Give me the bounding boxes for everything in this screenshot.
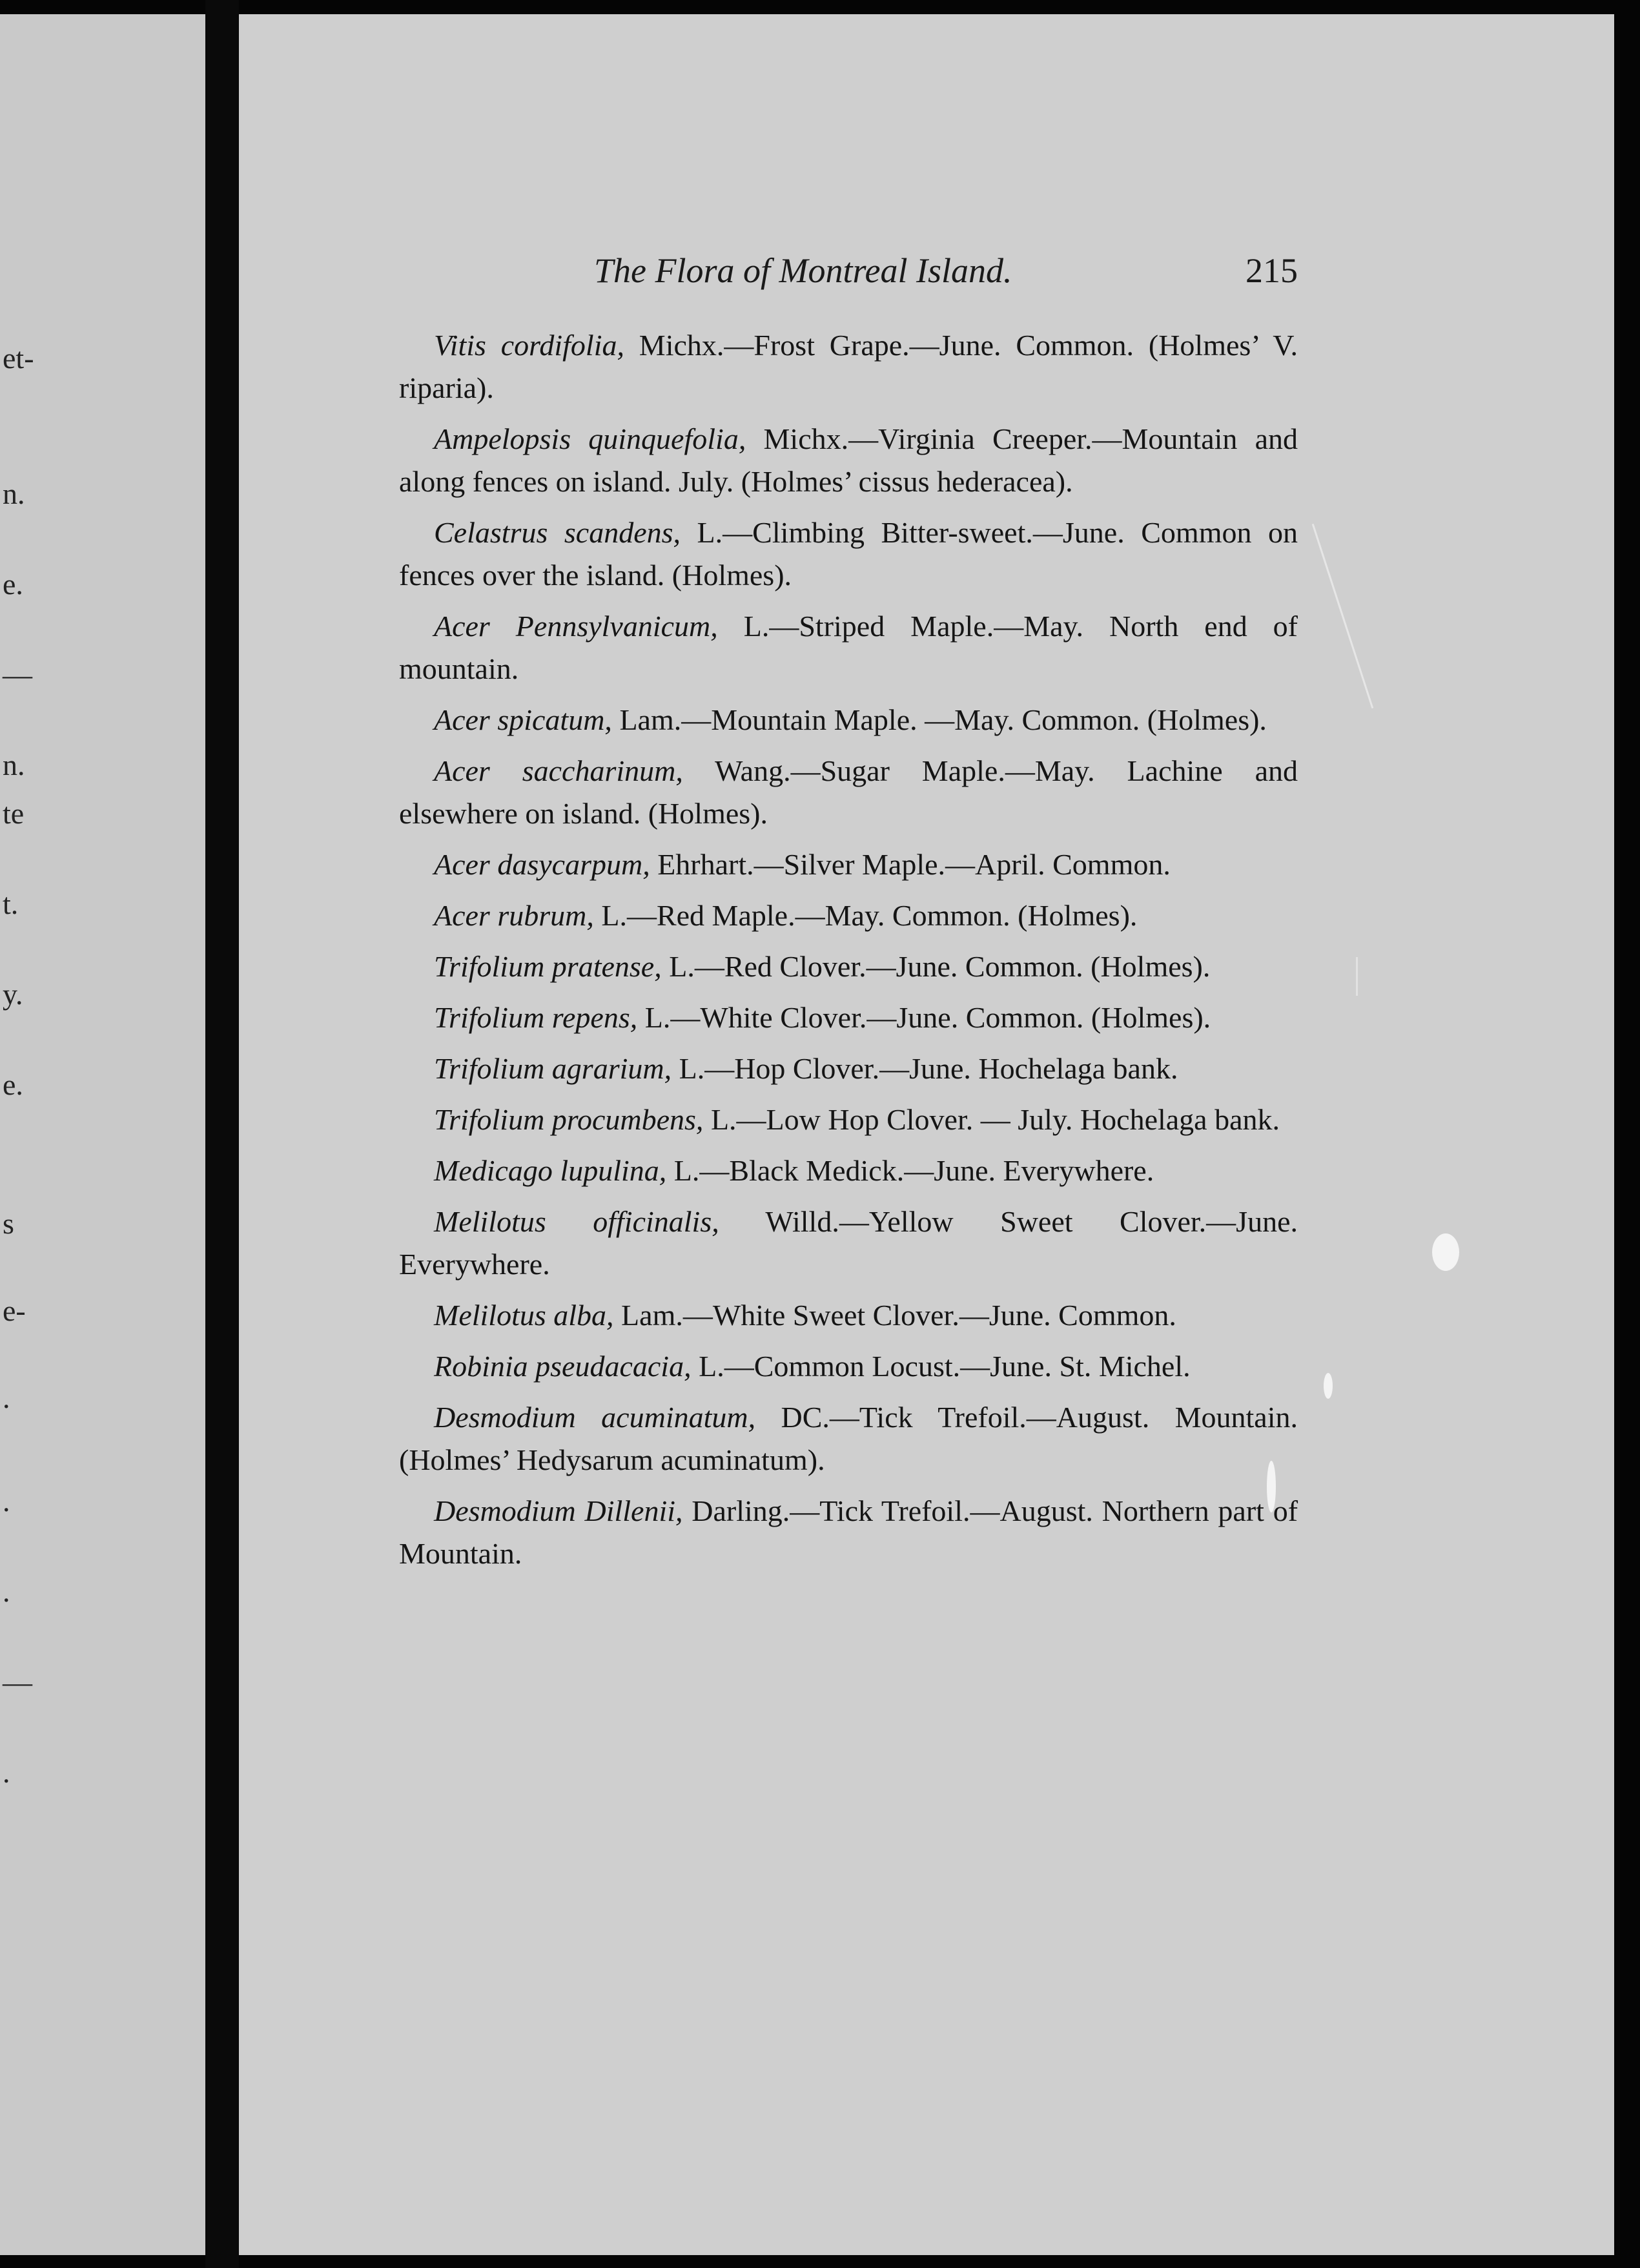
left-page-fragment: — [3, 658, 32, 691]
species-description: Michx.—Frost Grape.—June. Common. (Holmes’ V. riparia). [399, 329, 1298, 404]
left-page-fragment: te [3, 797, 25, 830]
species-description: Ehrhart.—Silver Maple.—April. Common. [650, 848, 1171, 881]
left-page-fragment: t. [3, 887, 19, 920]
left-page-fragment: . [3, 1485, 10, 1518]
left-page-fragment: s [3, 1207, 14, 1240]
species-description: Darling.—Tick Trefoil.—August. Northern part of Mountain. [399, 1494, 1298, 1570]
left-page-fragment: . [3, 1756, 10, 1789]
species-entry [399, 1294, 1298, 1337]
paper-scratch [1312, 524, 1374, 708]
species-description: DC.—Tick Trefoil.—August. Mountain. (Holmes’ Hedysarum acuminatum). [399, 1401, 1298, 1476]
left-page-fragment: n. [3, 748, 25, 781]
species-name: Trifolium repens, [434, 1001, 638, 1034]
running-head [594, 251, 1298, 296]
species-entry [399, 1149, 1298, 1192]
species-entry [399, 1047, 1298, 1090]
species-description: Wang.—Sugar Maple.—May. Lachine and elsewhere on island. (Holmes). [399, 754, 1298, 830]
species-name: Robinia pseudacacia, [434, 1350, 692, 1383]
left-page-fragment: n. [3, 477, 25, 510]
paper-scratch [1356, 957, 1358, 996]
page-gutter [205, 0, 239, 2268]
species-description: L.—Common Locust.—June. St. Michel. [691, 1350, 1191, 1383]
species-entry [399, 945, 1298, 988]
species-name: Ampelopsis quinquefolia, [434, 422, 746, 455]
species-entry [399, 750, 1298, 835]
species-description: L.—Red Clover.—June. Common. (Holmes). [661, 950, 1211, 983]
species-name: Melilotus officinalis, [434, 1205, 719, 1238]
species-entry [399, 843, 1298, 886]
species-entry [399, 1345, 1298, 1388]
species-name: Medicago lupulina, [434, 1154, 667, 1187]
left-page-fragment: . [3, 1381, 10, 1414]
species-description: Lam.—White Sweet Clover.—June. Common. [613, 1299, 1176, 1332]
species-description: L.—Striped Maple.—May. North end of mountain. [399, 610, 1298, 685]
species-name: Acer rubrum, [434, 899, 594, 932]
species-entry [399, 324, 1298, 409]
page-number: 215 [1245, 251, 1298, 290]
species-name: Acer dasycarpum, [434, 848, 650, 881]
species-description: L.—Hop Clover.—June. Hochelaga bank. [671, 1052, 1178, 1085]
left-page-fragment: e. [3, 1068, 23, 1101]
species-entry [399, 1098, 1298, 1141]
species-name: Acer Pennsylvanicum, [434, 610, 718, 643]
species-name: Trifolium procumbens, [434, 1103, 704, 1136]
species-description: Willd.—Yellow Sweet Clover.—June. Everywhere. [399, 1205, 1298, 1281]
species-name: Desmodium Dillenii, [434, 1494, 683, 1527]
species-name: Melilotus alba, [434, 1299, 614, 1332]
species-description: L.—Black Medick.—June. Everywhere. [666, 1154, 1154, 1187]
running-title: The Flora of Montreal Island. [594, 251, 1012, 290]
species-name: Acer spicatum, [434, 703, 612, 736]
species-entry [399, 1201, 1298, 1286]
left-facing-page [0, 14, 205, 2255]
left-page-fragment: e- [3, 1294, 26, 1327]
species-name: Celastrus scandens, [434, 516, 681, 549]
species-description: L.—Red Maple.—May. Common. (Holmes). [593, 899, 1138, 932]
species-name: Vitis cordifolia, [434, 329, 624, 362]
left-page-fragment: e. [3, 568, 23, 601]
species-entry [399, 894, 1298, 937]
species-description: L.—Climbing Bitter-sweet.—June. Common on fences over the island. (Holmes). [399, 516, 1298, 592]
species-entry [399, 418, 1298, 503]
left-page-fragment: y. [3, 978, 23, 1011]
left-page-fragment: — [3, 1665, 32, 1698]
species-entry [399, 699, 1298, 741]
species-name: Trifolium pratense, [434, 950, 662, 983]
species-name: Acer saccharinum, [434, 754, 683, 787]
species-entry [399, 1396, 1298, 1481]
left-page-fragment: . [3, 1575, 10, 1608]
species-entry [399, 511, 1298, 597]
paper-speck [1324, 1373, 1333, 1399]
page-edge [1614, 0, 1640, 2268]
species-description: Michx.—Virginia Creeper.—Mountain and along fences on island. July. (Holmes’ cissus hederacea). [399, 422, 1298, 498]
paper-speck [1432, 1233, 1459, 1271]
left-page-fragment: et- [3, 342, 34, 375]
species-description: L.—Low Hop Clover. — July. Hochelaga bank. [703, 1103, 1280, 1136]
species-description: L.—White Clover.—June. Common. (Holmes). [637, 1001, 1211, 1034]
species-entry [399, 996, 1298, 1039]
species-name: Desmodium acuminatum, [434, 1401, 756, 1434]
species-entry [399, 1490, 1298, 1575]
species-description: Lam.—Mountain Maple. —May. Common. (Holmes). [611, 703, 1267, 736]
species-entry [399, 605, 1298, 690]
species-list [399, 324, 1298, 1575]
species-name: Trifolium agrarium, [434, 1052, 672, 1085]
